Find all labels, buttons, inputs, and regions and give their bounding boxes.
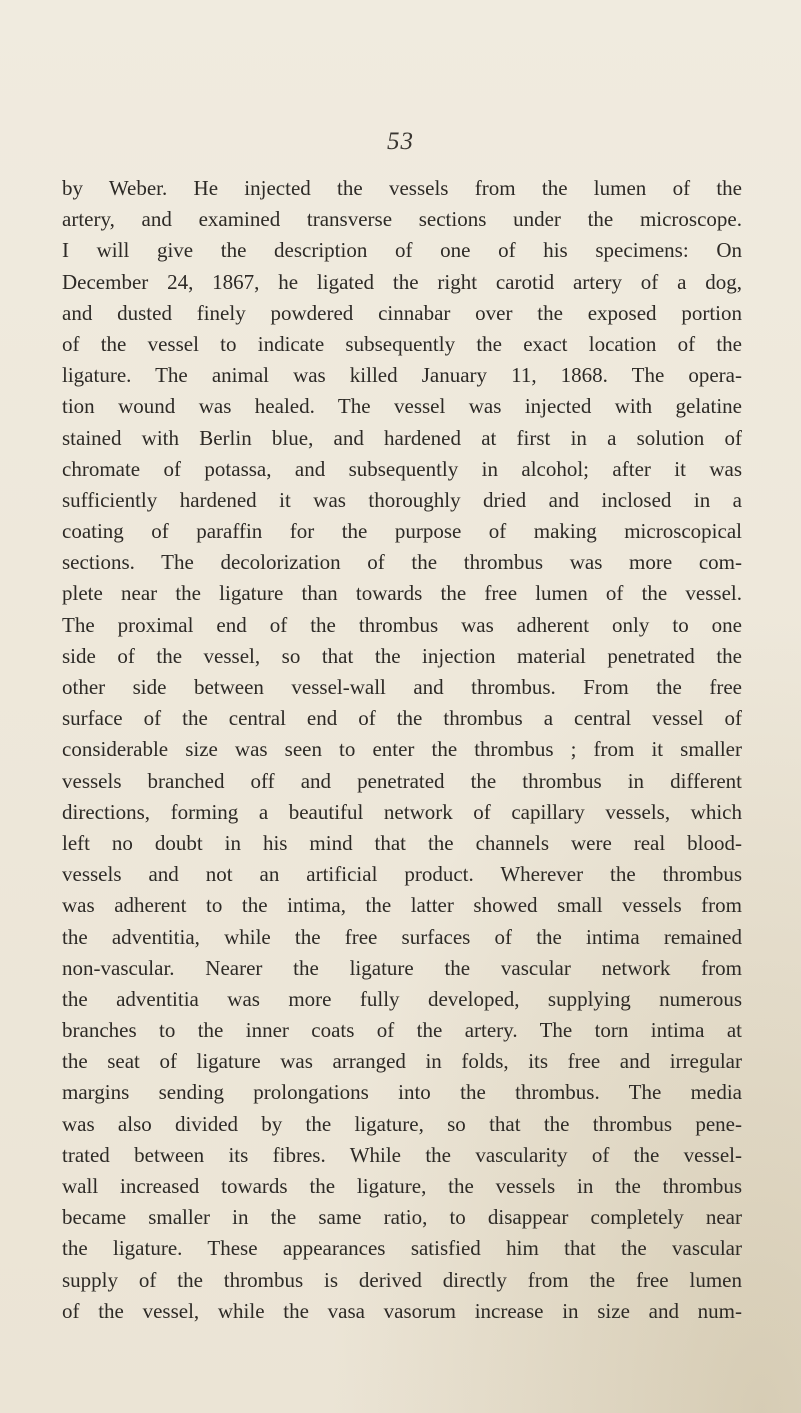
text-line: coating of paraffin for the purpose of making microscopical [62, 519, 742, 544]
text-line: branches to the inner coats of the artery. The torn intima at [62, 1018, 742, 1043]
text-line: of the vessel, while the vasa vasorum increase in size and num- [62, 1298, 742, 1323]
text-line: the adventitia was more fully developed, supplying numerous [62, 986, 742, 1011]
text-line: surface of the central end of the thrombus a central vessel of [62, 706, 742, 731]
page-number: 53 [387, 128, 414, 155]
text-line: left no doubt in his mind that the channels were real blood- [62, 830, 742, 855]
text-line: wall increased towards the ligature, the vessels in the thrombus [62, 1174, 742, 1198]
text-line: considerable size was seen to enter the thrombus ; from it smaller [62, 737, 742, 762]
text-line: was adherent to the intima, the latter showed small vessels from [62, 893, 742, 918]
text-line: the seat of ligature was arranged in folds, its free and irregular [62, 1049, 742, 1074]
body-text [62, 173, 742, 1327]
text-line: the ligature. These appearances satisfied him that the vascular [62, 1236, 742, 1261]
text-line: the adventitia, while the free surfaces of the intima remained [62, 924, 742, 949]
text-line: The proximal end of the thrombus was adherent only to one [62, 612, 742, 637]
text-line: December 24, 1867, he ligated the right carotid artery of a dog, [62, 269, 742, 294]
text-line: chromate of potassa, and subsequently in alcohol; after it was [62, 456, 742, 481]
text-line: directions, forming a beautiful network of capillary vessels, which [62, 799, 742, 824]
text-line: by Weber. He injected the vessels from the lumen of the [62, 176, 742, 200]
text-line: was also divided by the ligature, so that the thrombus pene- [62, 1111, 742, 1136]
text-line: artery, and examined transverse sections under the microscope. [62, 207, 742, 232]
text-line: became smaller in the same ratio, to disappear completely near [62, 1205, 742, 1230]
text-line: stained with Berlin blue, and hardened at first in a solution of [62, 425, 742, 450]
text-line: vessels branched off and penetrated the thrombus in different [62, 768, 742, 793]
text-line: supply of the thrombus is derived directly from the free lumen [62, 1267, 742, 1292]
text-line: vessels and not an artificial product. Wherever the thrombus [62, 862, 742, 887]
text-line: non-vascular. Nearer the ligature the vascular network from [62, 955, 742, 980]
text-line: ligature. The animal was killed January 11, 1868. The opera- [62, 363, 742, 388]
text-line: margins sending prolongations into the thrombus. The media [62, 1080, 742, 1105]
text-line: other side between vessel-wall and thrombus. From the free [62, 675, 742, 699]
text-line: sections. The decolorization of the thrombus was more com- [62, 550, 742, 575]
text-line: tion wound was healed. The vessel was injected with gelatine [62, 394, 742, 419]
text-line: of the vessel to indicate subsequently the exact location of the [62, 331, 742, 356]
text-line: I will give the description of one of his specimens: On [62, 238, 742, 263]
text-line: sufficiently hardened it was thoroughly dried and inclosed in a [62, 487, 742, 512]
text-line: and dusted finely powdered cinnabar over the exposed portion [62, 300, 742, 325]
text-line: plete near the ligature than towards the free lumen of the vessel. [62, 581, 742, 606]
text-line: side of the vessel, so that the injection material penetrated the [62, 643, 742, 668]
text-line: trated between its fibres. While the vascularity of the vessel- [62, 1142, 742, 1167]
